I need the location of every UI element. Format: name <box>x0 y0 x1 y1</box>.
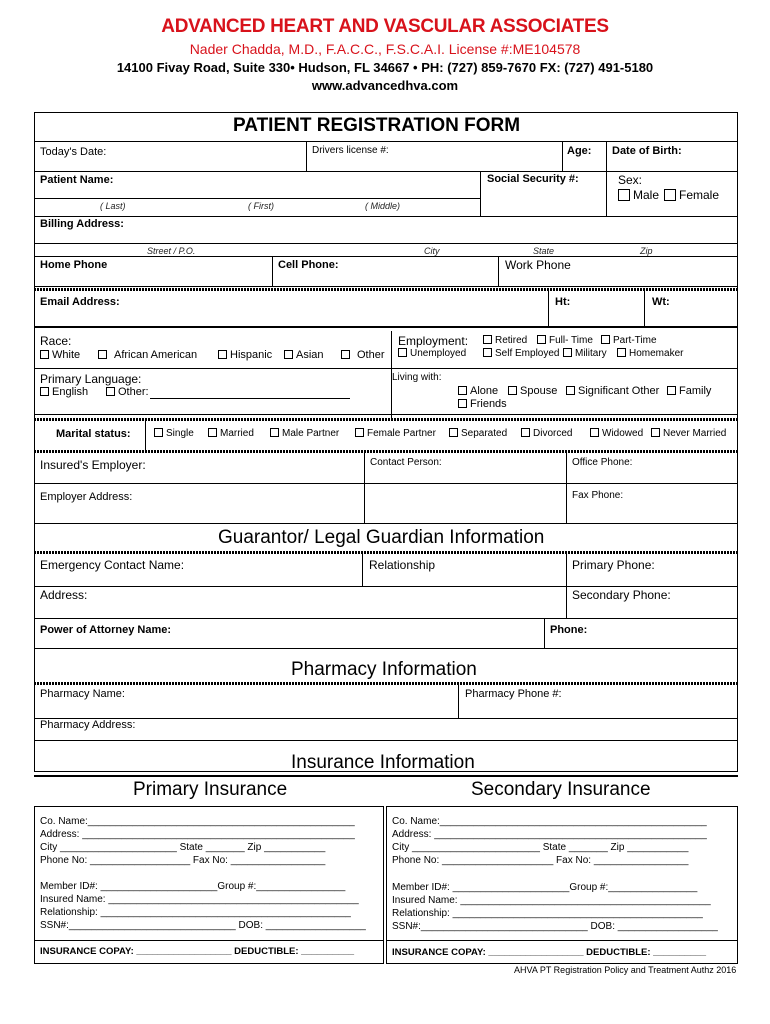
race-other-checkbox[interactable] <box>341 350 350 359</box>
poa-name-label: Power of Attorney Name: <box>40 624 172 636</box>
white-checkbox[interactable] <box>40 350 49 359</box>
living-with-label: Living with: <box>392 372 442 383</box>
primary-address[interactable]: Address: _________________________________________________ <box>40 829 355 840</box>
never-married-checkbox[interactable] <box>651 428 660 437</box>
secondary-phone[interactable]: Phone No: ____________________ Fax No: _________________ <box>392 855 689 866</box>
ssn-label: Social Security #: <box>487 173 579 185</box>
married-checkbox[interactable] <box>208 428 217 437</box>
secondary-insurance-title: Secondary Insurance <box>471 779 651 800</box>
single-checkbox[interactable] <box>154 428 163 437</box>
drivers-license-label: Drivers license #: <box>312 145 389 156</box>
sex-male-option[interactable]: Male <box>618 188 659 202</box>
male-checkbox[interactable] <box>618 189 630 201</box>
billing-address-label: Billing Address: <box>40 218 124 230</box>
last-name-hint: ( Last) <box>100 201 126 211</box>
race-african-american[interactable]: African American <box>98 349 197 361</box>
footer-text: AHVA PT Registration Policy and Treatment Authz 2016 <box>514 965 737 975</box>
pharmacy-address-label: Pharmacy Address: <box>40 719 136 731</box>
secondary-ssn[interactable]: SSN#:______________________________ DOB: __________________ <box>392 921 718 932</box>
alone-checkbox[interactable] <box>458 386 467 395</box>
retired-checkbox[interactable] <box>483 335 492 344</box>
secondary-address[interactable]: Address: _________________________________________________ <box>392 829 707 840</box>
african-american-checkbox[interactable] <box>98 350 107 359</box>
primary-insurance-title: Primary Insurance <box>133 779 288 800</box>
emergency-contact-label: Emergency Contact Name: <box>40 558 185 572</box>
female-checkbox[interactable] <box>664 189 676 201</box>
military-checkbox[interactable] <box>563 348 572 357</box>
website: www.advancedhva.com <box>311 78 459 93</box>
marital-never-married[interactable]: Never Married <box>651 428 726 439</box>
age-label: Age: <box>567 145 592 157</box>
primary-city[interactable]: City _____________________ State _______ Zip ___________ <box>40 842 326 853</box>
race-white[interactable]: White <box>40 349 80 361</box>
secondary-co-name[interactable]: Co. Name:________________________________________________ <box>392 816 707 827</box>
separated-checkbox[interactable] <box>449 428 458 437</box>
divorced-checkbox[interactable] <box>521 428 530 437</box>
living-alone[interactable]: Alone <box>458 385 498 397</box>
work-phone-label: Work Phone <box>505 258 571 272</box>
todays-date-label: Today's Date: <box>40 146 107 158</box>
marital-female-partner[interactable]: Female Partner <box>355 428 436 439</box>
employment-part-time[interactable]: Part-Time <box>601 335 657 346</box>
spouse-checkbox[interactable] <box>508 386 517 395</box>
sex-label: Sex: <box>618 173 643 187</box>
contact-person-label: Contact Person: <box>370 457 442 468</box>
cell-phone-label: Cell Phone: <box>278 259 339 271</box>
race-hispanic[interactable]: Hispanic <box>218 349 272 361</box>
self-employed-checkbox[interactable] <box>483 348 492 357</box>
email-label: Email Address: <box>40 296 120 308</box>
doctor-line: Nader Chadda, M.D., F.A.C.C., F.S.C.A.I. License #:ME104578 <box>189 41 581 57</box>
living-family[interactable]: Family <box>667 385 711 397</box>
race-label: Race: <box>40 334 72 348</box>
primary-insured-name[interactable]: Insured Name: _____________________________________________ <box>40 894 359 905</box>
asian-checkbox[interactable] <box>284 350 293 359</box>
first-name-hint: ( First) <box>248 201 274 211</box>
secondary-copay[interactable]: INSURANCE COPAY: __________________ DEDUCTIBLE: __________ <box>392 947 707 958</box>
state-hint: State <box>533 246 555 256</box>
living-significant-other[interactable]: Significant Other <box>566 385 659 397</box>
marital-divorced[interactable]: Divorced <box>521 428 572 439</box>
ht-label: Ht: <box>555 296 571 308</box>
employment-label: Employment: <box>398 334 469 348</box>
language-english[interactable]: English <box>40 386 88 398</box>
dob-label: Date of Birth: <box>612 145 682 157</box>
insured-employer-label: Insured's Employer: <box>40 458 146 472</box>
male-partner-checkbox[interactable] <box>270 428 279 437</box>
primary-co-name[interactable]: Co. Name:________________________________________________ <box>40 816 355 827</box>
secondary-phone-label: Secondary Phone: <box>572 588 671 602</box>
employment-retired[interactable]: Retired <box>483 335 527 346</box>
office-phone-label: Office Phone: <box>572 457 633 468</box>
employment-military[interactable]: Military <box>563 348 607 359</box>
part-time-checkbox[interactable] <box>601 335 610 344</box>
guarantor-title: Guarantor/ Legal Guardian Information <box>218 527 545 548</box>
living-spouse[interactable]: Spouse <box>508 385 557 397</box>
primary-copay[interactable]: INSURANCE COPAY: __________________ DEDUCTIBLE: __________ <box>40 946 355 957</box>
secondary-city[interactable]: City _______________________ State _______ Zip ___________ <box>392 842 689 853</box>
significant-other-checkbox[interactable] <box>566 386 575 395</box>
zip-hint: Zip <box>640 246 653 256</box>
pharmacy-phone-label: Pharmacy Phone #: <box>465 688 562 700</box>
english-checkbox[interactable] <box>40 387 49 396</box>
relationship-label: Relationship <box>369 558 436 572</box>
employment-unemployed[interactable]: Unemployed <box>398 348 466 359</box>
primary-phone[interactable]: Phone No: __________________ Fax No: _________________ <box>40 855 326 866</box>
full-time-checkbox[interactable] <box>537 335 546 344</box>
employment-full-time[interactable]: Full- Time <box>537 335 593 346</box>
hispanic-checkbox[interactable] <box>218 350 227 359</box>
employment-self-employed[interactable]: Self Employed <box>483 348 559 359</box>
address-line: 14100 Fivay Road, Suite 330• Hudson, FL 34667 • PH: (727) 859-7670 FX: (727) 491-5180 <box>116 60 654 75</box>
sex-female-option[interactable]: Female <box>664 188 719 202</box>
insurance-title: Insurance Information <box>291 752 475 773</box>
primary-relationship[interactable]: Relationship: _____________________________________________ <box>40 907 351 918</box>
family-checkbox[interactable] <box>667 386 676 395</box>
marital-male-partner[interactable]: Male Partner <box>270 428 339 439</box>
living-friends[interactable]: Friends <box>458 398 507 410</box>
middle-name-hint: ( Middle) <box>365 201 401 211</box>
pharmacy-name-label: Pharmacy Name: <box>40 688 125 700</box>
marital-single[interactable]: Single <box>154 428 194 439</box>
city-hint: City <box>424 246 440 256</box>
secondary-member-id[interactable]: Member ID#: _____________________Group #:________________ <box>392 882 698 893</box>
primary-language-label: Primary Language: <box>40 372 142 386</box>
home-phone-label: Home Phone <box>40 259 108 271</box>
primary-phone-label: Primary Phone: <box>572 558 655 572</box>
female-partner-checkbox[interactable] <box>355 428 364 437</box>
primary-ssn[interactable]: SSN#:______________________________ DOB: __________________ <box>40 920 366 931</box>
employment-homemaker[interactable]: Homemaker <box>617 348 683 359</box>
practice-name: ADVANCED HEART AND VASCULAR ASSOCIATES <box>161 16 609 37</box>
pharmacy-title: Pharmacy Information <box>291 659 477 680</box>
street-hint: Street / P.O. <box>147 246 196 256</box>
language-other-checkbox[interactable] <box>106 387 115 396</box>
race-asian[interactable]: Asian <box>284 349 324 361</box>
homemaker-checkbox[interactable] <box>617 348 626 357</box>
secondary-insured-name[interactable]: Insured Name: _____________________________________________ <box>392 895 711 906</box>
secondary-relationship[interactable]: Relationship: _____________________________________________ <box>392 908 703 919</box>
widowed-checkbox[interactable] <box>590 428 599 437</box>
marital-married[interactable]: Married <box>208 428 254 439</box>
poa-phone-label: Phone: <box>550 624 588 636</box>
marital-widowed[interactable]: Widowed <box>590 428 643 439</box>
employer-address-label: Employer Address: <box>40 491 133 503</box>
fax-phone-label: Fax Phone: <box>572 490 624 501</box>
patient-name-label: Patient Name: <box>40 174 114 186</box>
guarantor-address-label: Address: <box>40 588 88 602</box>
language-other[interactable]: Other: <box>106 386 149 398</box>
friends-checkbox[interactable] <box>458 399 467 408</box>
primary-member-id[interactable]: Member ID#: _____________________Group #:________________ <box>40 881 346 892</box>
unemployed-checkbox[interactable] <box>398 348 407 357</box>
marital-status-label: Marital status: <box>56 428 131 440</box>
wt-label: Wt: <box>652 296 670 308</box>
race-other[interactable]: Other <box>341 349 385 361</box>
form-title: PATIENT REGISTRATION FORM <box>233 115 521 136</box>
marital-separated[interactable]: Separated <box>449 428 507 439</box>
